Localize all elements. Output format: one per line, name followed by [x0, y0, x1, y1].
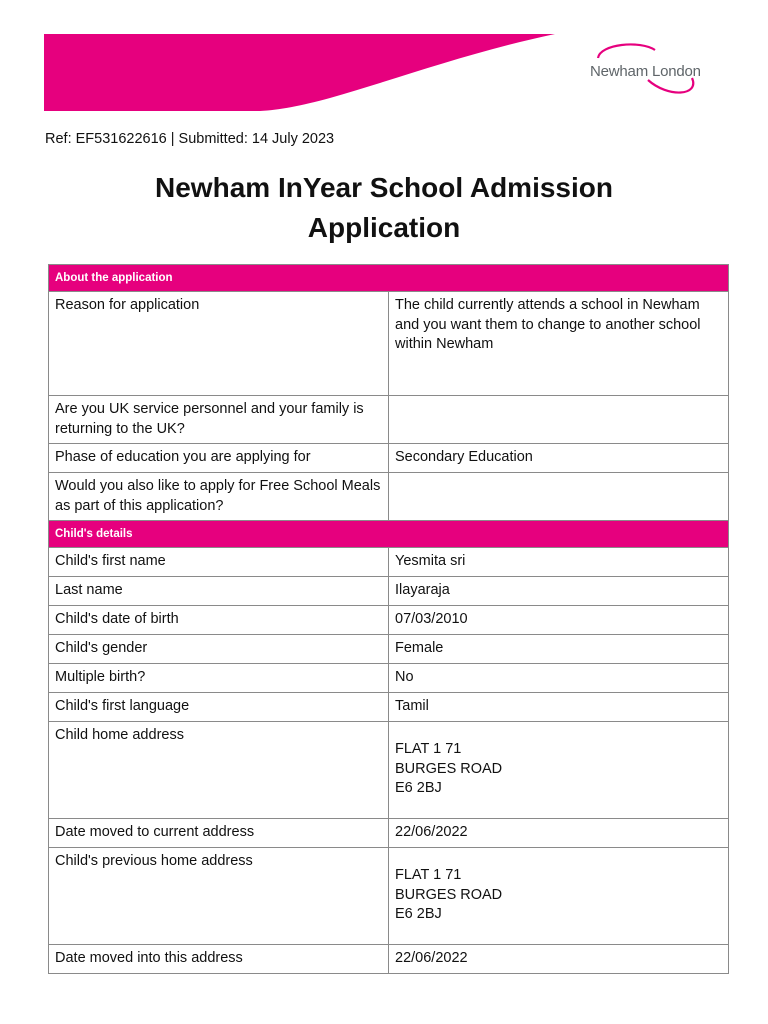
page-title — [0, 168, 768, 248]
table-row — [49, 848, 729, 945]
field-value: 07/03/2010 — [389, 606, 729, 635]
field-label: Date moved into this address — [49, 945, 389, 974]
field-label: Reason for application — [49, 292, 389, 396]
section-header-about — [49, 265, 729, 292]
field-label: Multiple birth? — [49, 664, 389, 693]
table-row — [49, 693, 729, 722]
field-label: Child home address — [49, 722, 389, 819]
field-value: Ilayaraja — [389, 577, 729, 606]
field-value: Yesmita sri — [389, 548, 729, 577]
field-value: The child currently attends a school in Newham and you want them to change to another school within Newham — [389, 292, 729, 396]
logo-swoosh — [598, 44, 655, 58]
section-heading: Child's details — [49, 521, 729, 548]
field-value — [389, 473, 729, 521]
table-row — [49, 473, 729, 521]
table-row — [49, 577, 729, 606]
field-label: Child's gender — [49, 635, 389, 664]
table-row — [49, 635, 729, 664]
logo-swoosh-lower — [648, 78, 693, 93]
section-heading: About the application — [49, 265, 729, 292]
field-value: 22/06/2022 — [389, 945, 729, 974]
title-line-1: Newham InYear School Admission — [155, 172, 613, 203]
field-label: Child's date of birth — [49, 606, 389, 635]
application-table — [48, 264, 729, 974]
field-label: Date moved to current address — [49, 819, 389, 848]
field-value — [389, 722, 729, 819]
field-value — [389, 396, 729, 444]
pink-wave-shape — [44, 34, 555, 111]
field-value — [389, 848, 729, 945]
field-label: Child's previous home address — [49, 848, 389, 945]
logo-text: Newham London — [590, 63, 701, 80]
table-row — [49, 664, 729, 693]
field-label: Are you UK service personnel and your family is returning to the UK? — [49, 396, 389, 444]
table-row — [49, 945, 729, 974]
table-row — [49, 396, 729, 444]
table-row — [49, 722, 729, 819]
field-value: Secondary Education — [389, 444, 729, 473]
section-header-child — [49, 521, 729, 548]
field-value: 22/06/2022 — [389, 819, 729, 848]
field-value: No — [389, 664, 729, 693]
address-value: FLAT 1 71 BURGES ROAD E6 2BJ — [395, 741, 503, 796]
reference-line: Ref: EF531622616 | Submitted: 14 July 2023 — [45, 131, 335, 147]
field-value: Female — [389, 635, 729, 664]
table-row — [49, 819, 729, 848]
address-value: FLAT 1 71 BURGES ROAD E6 2BJ — [395, 867, 503, 922]
table-row — [49, 444, 729, 473]
field-label: Child's first language — [49, 693, 389, 722]
field-label: Last name — [49, 577, 389, 606]
field-label: Child's first name — [49, 548, 389, 577]
field-value: Tamil — [389, 693, 729, 722]
field-label: Phase of education you are applying for — [49, 444, 389, 473]
field-label: Would you also like to apply for Free School Meals as part of this application? — [49, 473, 389, 521]
title-line-2: Application — [307, 212, 461, 243]
table-row — [49, 292, 729, 396]
table-row — [49, 606, 729, 635]
header-banner — [0, 0, 768, 120]
table-row — [49, 548, 729, 577]
